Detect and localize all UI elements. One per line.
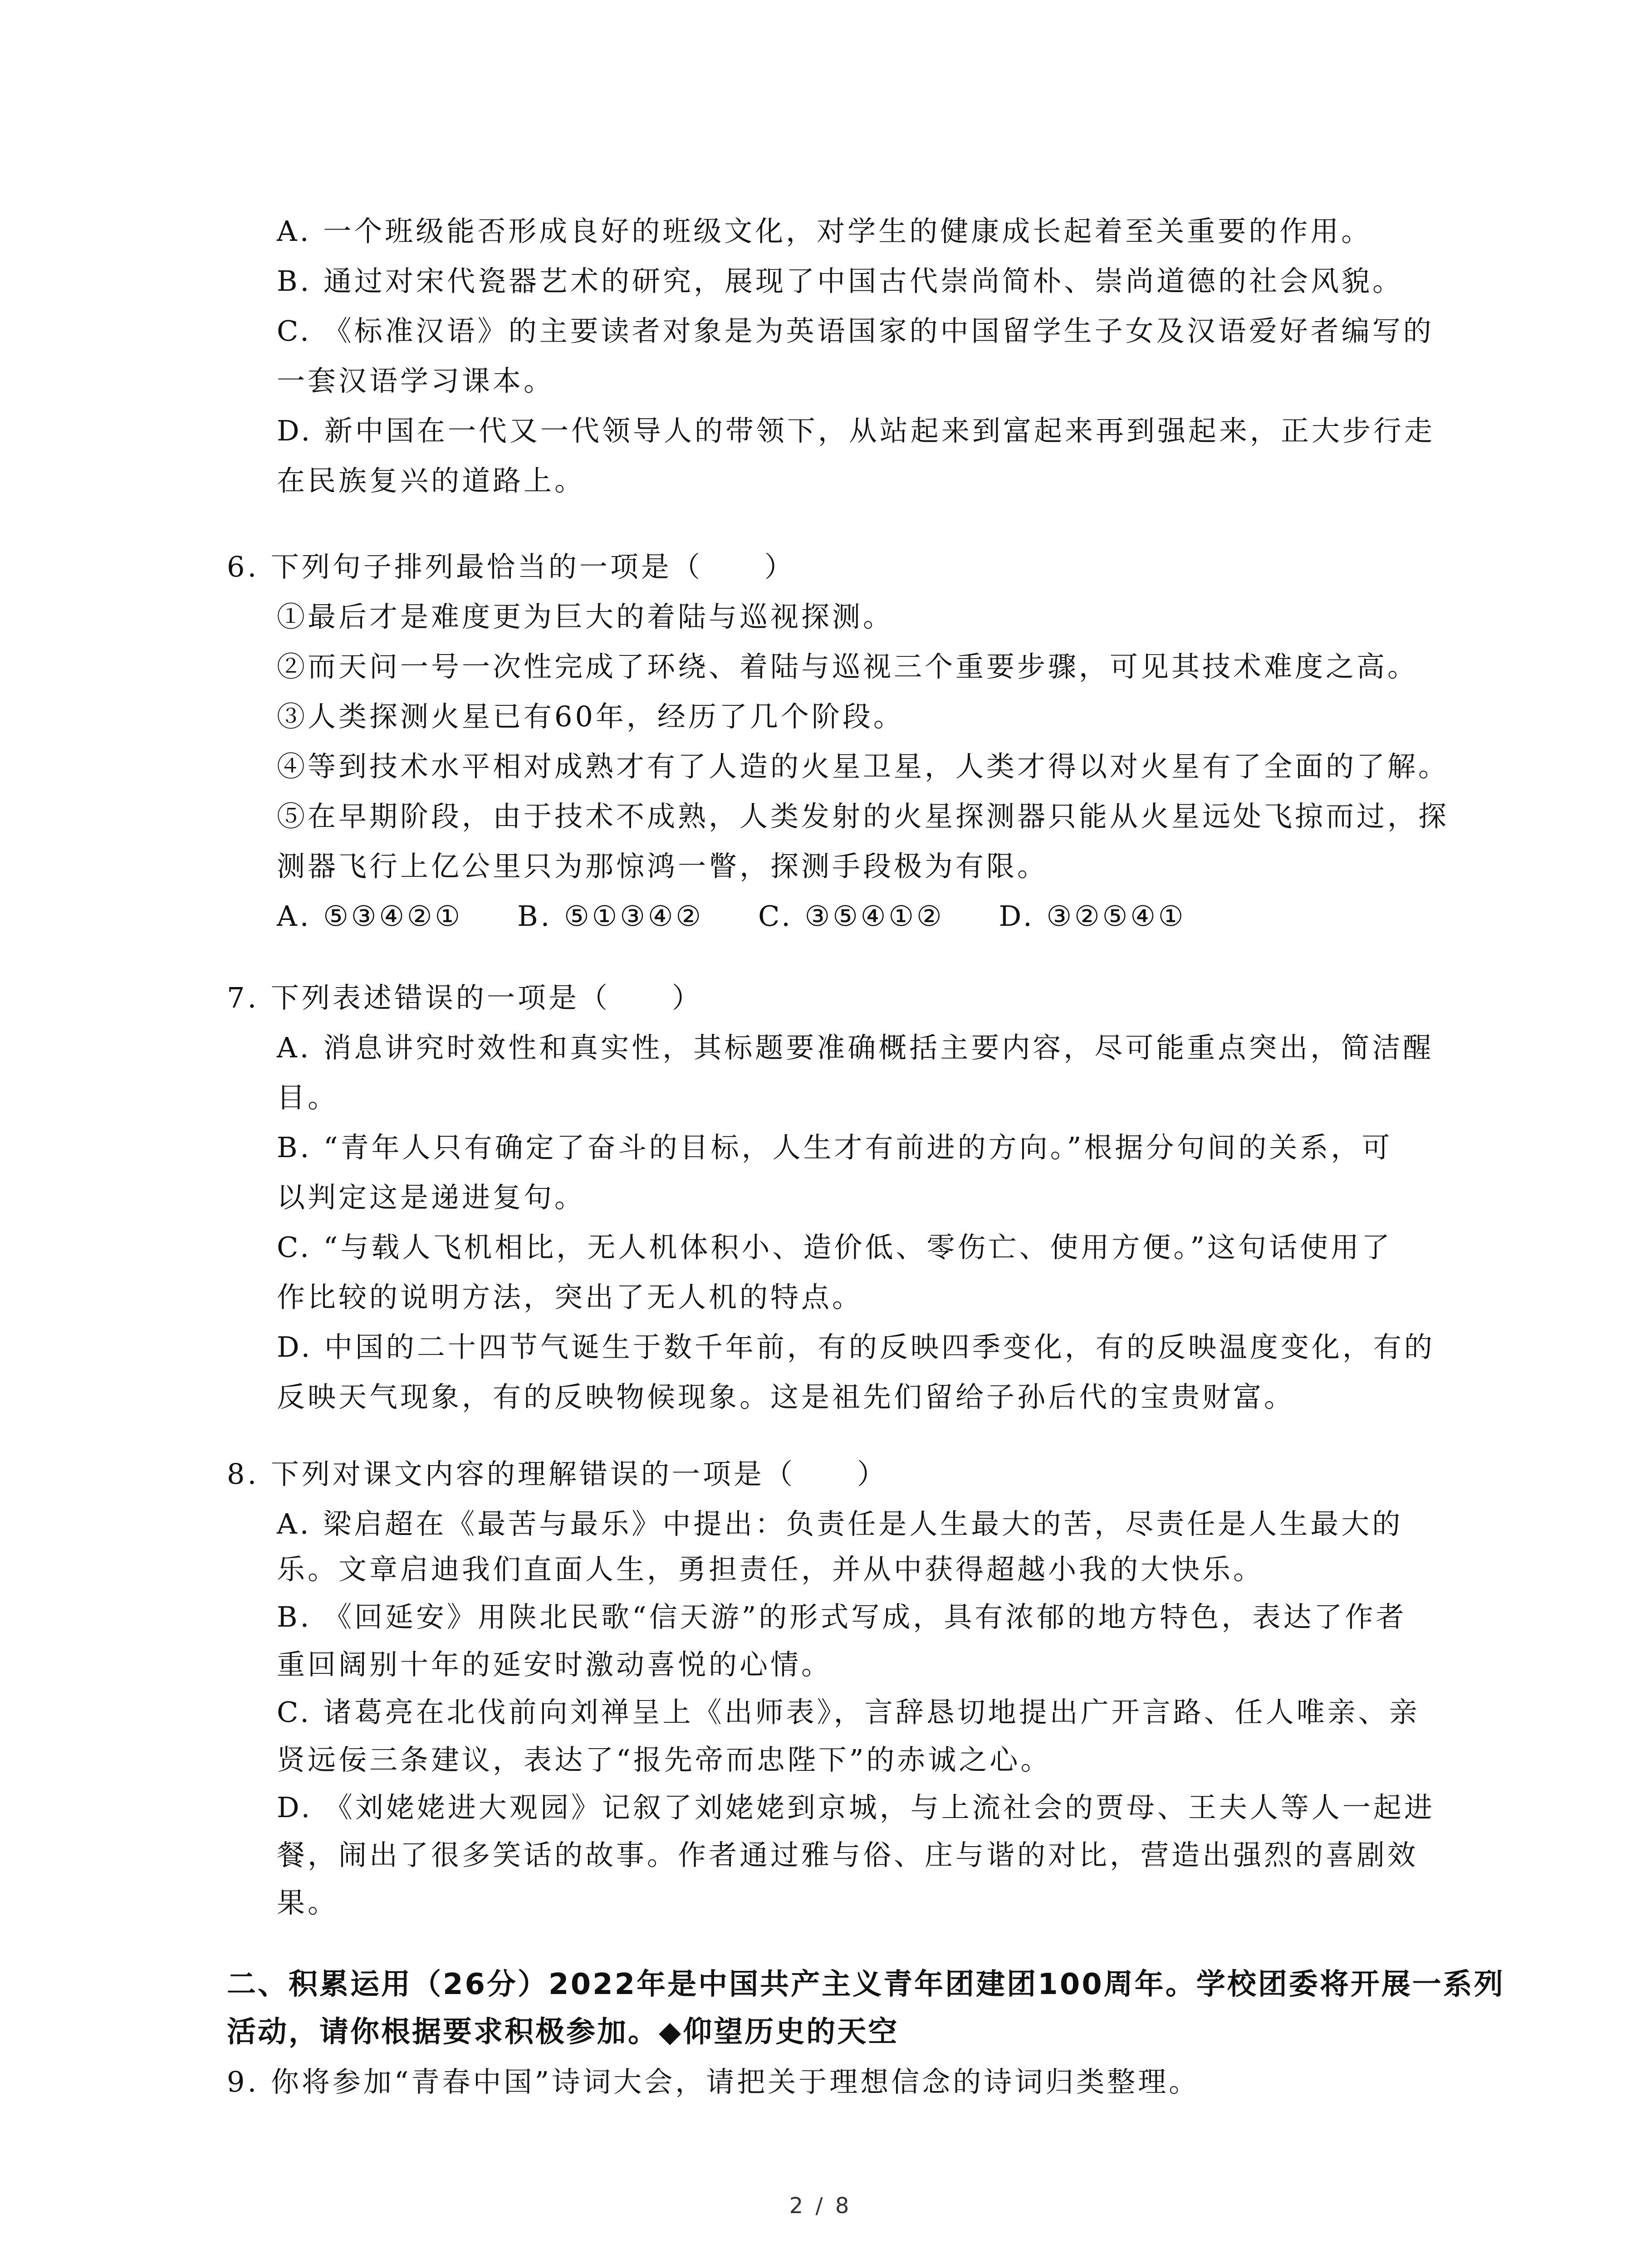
q7-option-d-line1: D. 中国的二十四节气诞生于数千年前，有的反映四季变化，有的反映温度变化，有的 bbox=[277, 1330, 1435, 1364]
q6-sentence-3: ③人类探测火星已有60年，经历了几个阶段。 bbox=[277, 700, 904, 733]
section-2-heading-line2: 活动，请你根据要求积极参加。◆仰望历史的天空 bbox=[227, 2015, 899, 2049]
q5-option-a: A. 一个班级能否形成良好的班级文化，对学生的健康成长起着至关重要的作用。 bbox=[277, 215, 1372, 248]
q6-options bbox=[277, 894, 1240, 939]
q7-option-c-line1: C. “与载人飞机相比，无人机体积小、造价低、零伤亡、使用方便。”这句话使用了 bbox=[277, 1231, 1393, 1264]
q6-option-d: D. ③②⑤④① bbox=[999, 899, 1186, 933]
q6-option-a: A. ⑤③④②① bbox=[277, 899, 463, 933]
q6-option-c: C. ③⑤④①② bbox=[758, 899, 945, 933]
section-2-heading-line1: 二、积累运用（26分）2022年是中国共产主义青年团建团100周年。学校团委将开展一系列 bbox=[227, 1968, 1505, 2001]
q8-stem: 8. 下列对课文内容的理解错误的一项是（ ） bbox=[227, 1457, 888, 1491]
q9-stem: 9. 你将参加“青春中国”诗词大会，请把关于理想信念的诗词归类整理。 bbox=[227, 2065, 1200, 2098]
q5-option-b: B. 通过对宋代瓷器艺术的研究，展现了中国古代崇尚简朴、崇尚道德的社会风貌。 bbox=[277, 264, 1403, 298]
q8-option-b-line2: 重回阔别十年的延安时激动喜悦的心情。 bbox=[277, 1648, 833, 1681]
q5-option-d-line2: 在民族复兴的道路上。 bbox=[277, 464, 586, 497]
q6-sentence-5-line2: 测器飞行上亿公里只为那惊鸿一瞥，探测手段极为有限。 bbox=[277, 850, 1048, 883]
q8-option-a-line1: A. 梁启超在《最苦与最乐》中提出：负责任是人生最大的苦，尽责任是人生最大的 bbox=[277, 1507, 1403, 1540]
q6-sentence-4: ④等到技术水平相对成熟才有了人造的火星卫星，人类才得以对火星有了全面的了解。 bbox=[277, 750, 1450, 783]
q6-option-b: B. ⑤①③④② bbox=[517, 899, 704, 933]
q8-option-d-line2: 餐，闹出了很多笑话的故事。作者通过雅与俗、庄与谐的对比，营造出强烈的喜剧效 bbox=[277, 1838, 1419, 1872]
q7-stem: 7. 下列表述错误的一项是（ ） bbox=[227, 981, 703, 1014]
q6-sentence-1: ①最后才是难度更为巨大的着陆与巡视探测。 bbox=[277, 600, 894, 633]
q8-option-b-line1: B. 《回延安》用陕北民歌“信天游”的形式写成，具有浓郁的地方特色，表达了作者 bbox=[277, 1600, 1407, 1633]
q5-option-c-line1: C. 《标准汉语》的主要读者对象是为英语国家的中国留学生子女及汉语爱好者编写的 bbox=[277, 314, 1434, 347]
q5-option-c-line2: 一套汉语学习课本。 bbox=[277, 364, 555, 397]
q5-option-d-line1: D. 新中国在一代又一代领导人的带领下，从站起来到富起来再到强起来，正大步行走 bbox=[277, 414, 1435, 447]
q7-option-a-line2: 目。 bbox=[277, 1081, 339, 1114]
page-number: 2 / 8 bbox=[789, 2193, 852, 2219]
q6-sentence-5-line1: ⑤在早期阶段，由于技术不成熟，人类发射的火星探测器只能从火星远处飞掠而过，探 bbox=[277, 800, 1450, 833]
q7-option-b-line2: 以判定这是递进复句。 bbox=[277, 1181, 586, 1214]
q7-option-c-line2: 作比较的说明方法，突出了无人机的特点。 bbox=[277, 1281, 863, 1314]
q8-option-a-line2: 乐。文章启迪我们直面人生，勇担责任，并从中获得超越小我的大快乐。 bbox=[277, 1553, 1264, 1586]
q7-option-d-line2: 反映天气现象，有的反映物候现象。这是祖先们留给子孙后代的宝贵财富。 bbox=[277, 1380, 1295, 1413]
q7-option-b-line1: B. “青年人只有确定了奋斗的目标，人生才有前进的方向。”根据分句间的关系，可 bbox=[277, 1131, 1393, 1164]
q8-option-c-line1: C. 诸葛亮在北伐前向刘禅呈上《出师表》，言辞恳切地提出广开言路、任人唯亲、亲 bbox=[277, 1696, 1420, 1729]
q8-option-d-line3: 果。 bbox=[277, 1886, 339, 1919]
q6-sentence-2: ②而天问一号一次性完成了环绕、着陆与巡视三个重要步骤，可见其技术难度之高。 bbox=[277, 650, 1419, 683]
q6-stem: 6. 下列句子排列最恰当的一项是（ ） bbox=[227, 550, 795, 583]
q8-option-d-line1: D. 《刘姥姥进大观园》记叙了刘姥姥到京城，与上流社会的贾母、王夫人等人一起进 bbox=[277, 1791, 1435, 1824]
q7-option-a-line1: A. 消息讲究时效性和真实性，其标题要准确概括主要内容，尽可能重点突出，简洁醒 bbox=[277, 1031, 1434, 1064]
q8-option-c-line2: 贤远佞三条建议，表达了“报先帝而忠陛下”的赤诚之心。 bbox=[277, 1743, 1052, 1776]
